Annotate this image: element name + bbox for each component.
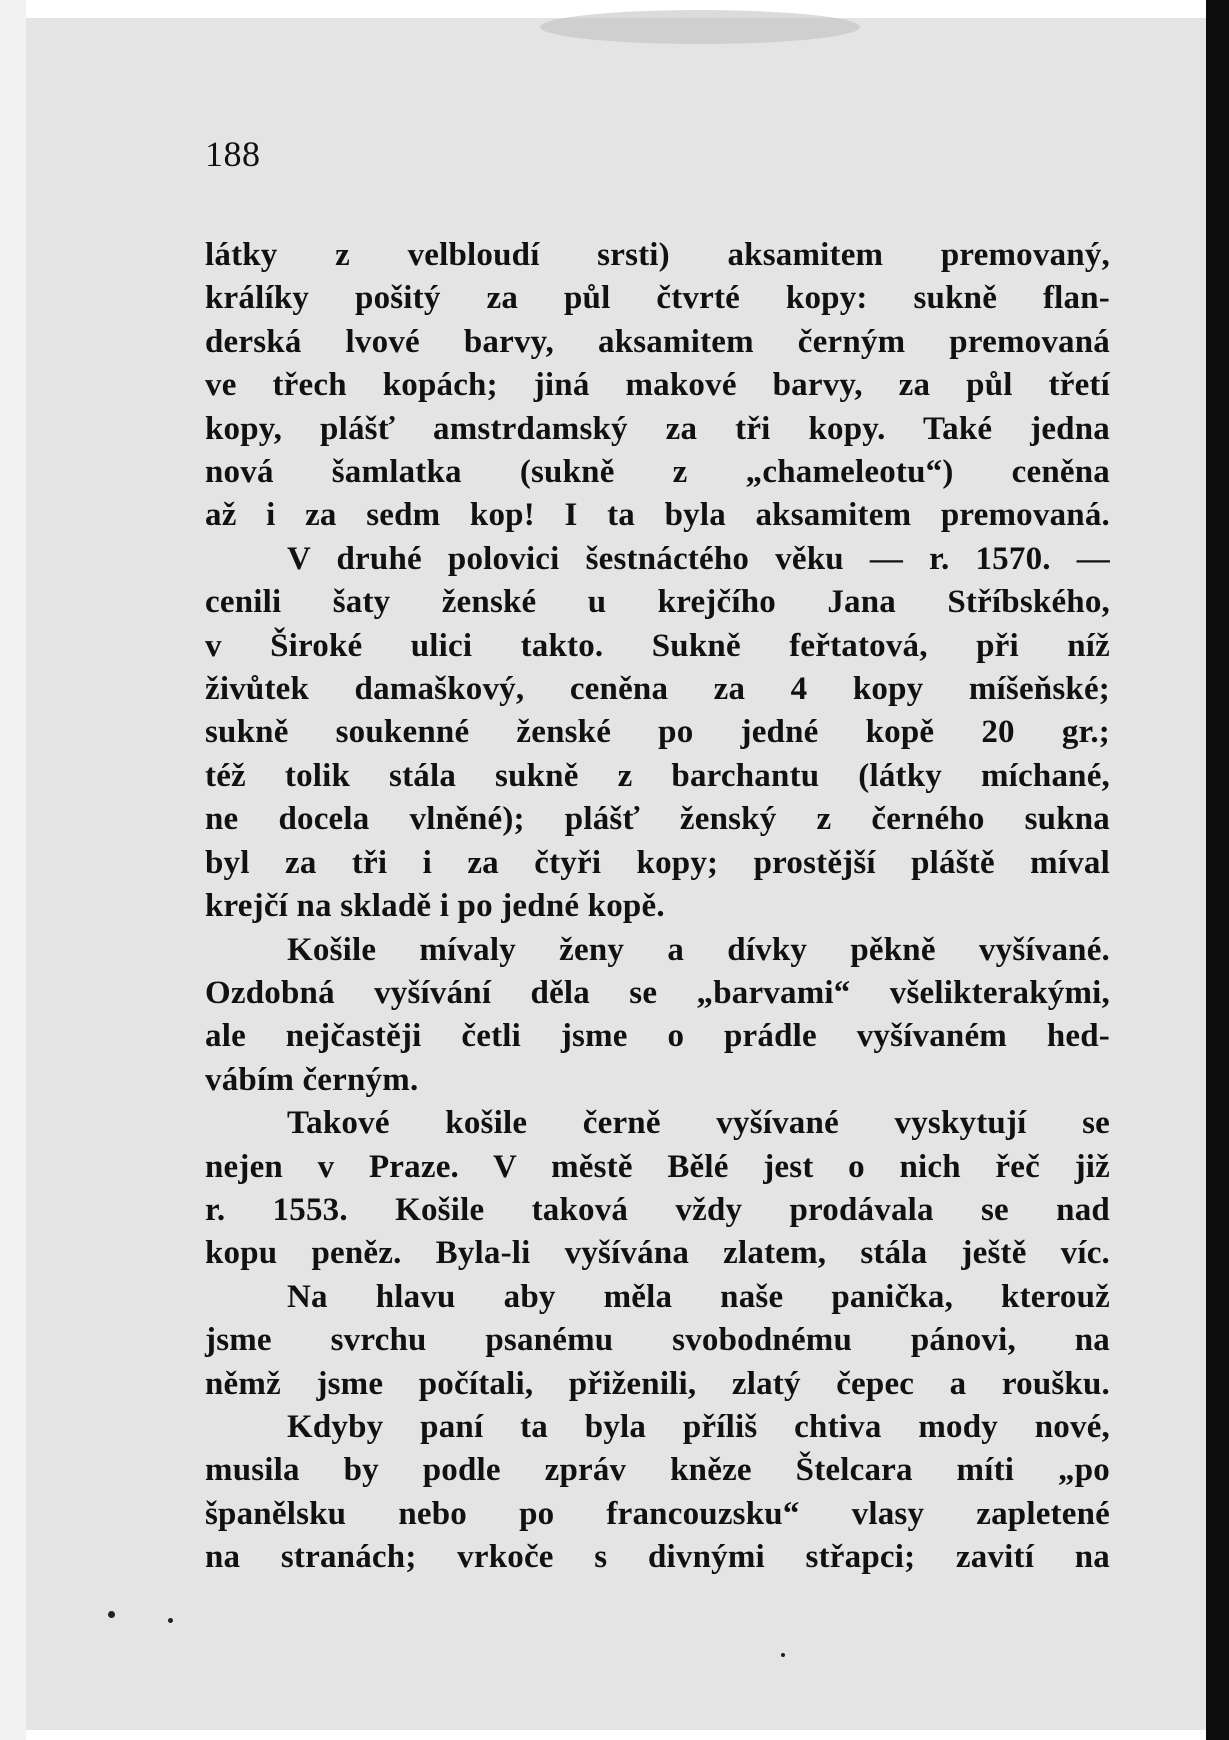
scan-right-edge (1206, 0, 1229, 1740)
scan-left-margin (0, 0, 26, 1740)
text-line: němž jsme počítali, přiženili, zlatý čepec a roušku. (205, 1365, 1110, 1402)
text-line: Ozdobná vyšívání děla se „barvami“ všelikterakými, (205, 974, 1110, 1011)
text-line: králíky pošitý za půl čtvrté kopy: sukně flan- (205, 280, 1110, 317)
text-line: sukně soukenné ženské po jedné kopě 20 gr.; (205, 714, 1110, 751)
text-line: v Široké ulici takto. Sukně feřtatová, při níž (205, 627, 1110, 664)
text-line: ve třech kopách; jiná makové barvy, za půl třetí (205, 367, 1110, 404)
text-line: vábím černým. (205, 1061, 419, 1098)
text-line: Kdyby paní ta byla příliš chtiva mody nové, (287, 1408, 1110, 1445)
text-line: jsme svrchu psanému svobodnému pánovi, na (205, 1322, 1110, 1359)
text-line: Na hlavu aby měla naše panička, kterouž (287, 1278, 1110, 1315)
text-line: krejčí na skladě i po jedné kopě. (205, 888, 665, 925)
text-line: na stranách; vrkoče s divnými střapci; zavití na (205, 1539, 1110, 1576)
text-line: španělsku nebo po francouzsku“ vlasy zapletené (205, 1495, 1110, 1532)
text-line: kopy, plášť amstrdamský za tři kopy. Také jedna (205, 410, 1110, 447)
text-line: ale nejčastěji četli jsme o prádle vyšívaném hed- (205, 1018, 1110, 1055)
text-line: též tolik stála sukně z barchantu (látky míchané, (205, 757, 1110, 794)
text-line: r. 1553. Košile taková vždy prodávala se nad (205, 1191, 1110, 1228)
page-number: 188 (205, 134, 261, 174)
speck-mark (781, 1653, 785, 1657)
text-line: nejen v Praze. V městě Bělé jest o nich řeč již (205, 1148, 1110, 1185)
text-line: V druhé polovici šestnáctého věku — r. 1570. — (287, 540, 1110, 577)
body-text (205, 234, 1110, 1580)
text-line: derská lvové barvy, aksamitem černým premovaná (205, 323, 1110, 360)
text-line: ne docela vlněné); plášť ženský z černého sukna (205, 801, 1110, 838)
speck-mark (168, 1618, 173, 1623)
text-line: kopu peněz. Byla-li vyšívána zlatem, stála ještě víc. (205, 1235, 1110, 1272)
top-smudge (540, 10, 860, 44)
text-line: nová šamlatka (sukně z „chameleotu“) ceněna (205, 454, 1110, 491)
book-page (205, 132, 1110, 1580)
text-line: až i za sedm kop! I ta byla aksamitem premovaná. (205, 497, 1110, 534)
speck-mark (108, 1611, 115, 1618)
text-line: živůtek damaškový, ceněna za 4 kopy míšeňské; (205, 671, 1110, 708)
text-line: Takové košile černě vyšívané vyskytují se (287, 1105, 1110, 1142)
text-line: cenili šaty ženské u krejčího Jana Stříbského, (205, 584, 1110, 621)
text-line: Košile mívaly ženy a dívky pěkně vyšívané. (287, 931, 1110, 968)
text-line: musila by podle zpráv kněze Štelcara míti „po (205, 1452, 1110, 1489)
text-line: byl za tři i za čtyři kopy; prostější pláště míval (205, 844, 1110, 881)
paragraph-block (205, 234, 1110, 1580)
text-line: látky z velbloudí srsti) aksamitem premovaný, (205, 237, 1110, 273)
